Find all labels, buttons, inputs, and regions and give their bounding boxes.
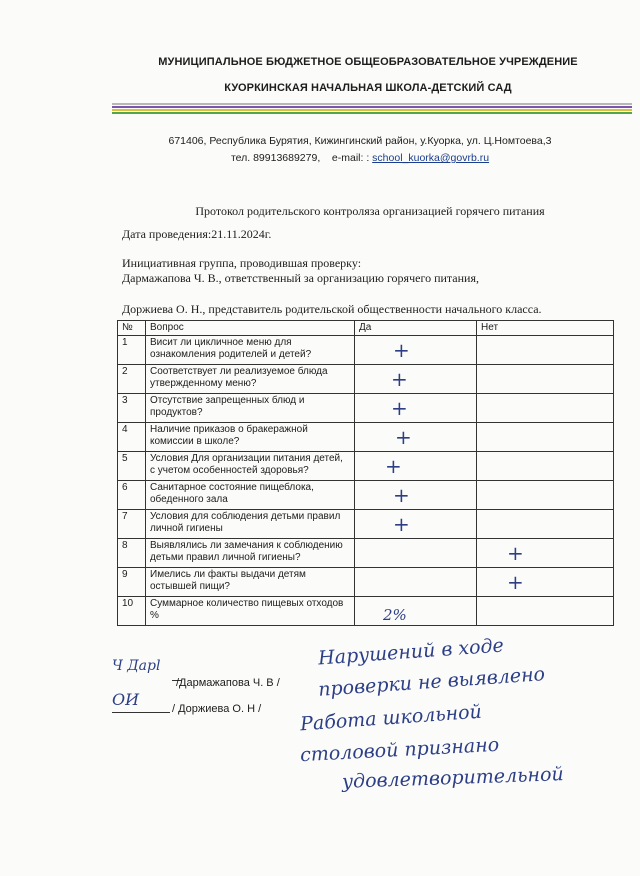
- row-yes-cell: [355, 336, 477, 365]
- stripe-purple: [112, 106, 632, 108]
- table-row: [118, 481, 614, 510]
- contacts-line: [0, 152, 640, 164]
- table-row: [118, 568, 614, 597]
- row-yes-cell: [355, 597, 477, 626]
- group-heading: Инициативная группа, проводившая проверку:: [122, 256, 362, 270]
- checklist-table: [117, 320, 614, 626]
- row-number: 1: [118, 336, 146, 365]
- row-number: 2: [118, 365, 146, 394]
- row-number: 5: [118, 452, 146, 481]
- signature-1-handwritten: Ч Дарl: [112, 658, 161, 674]
- email-label: e-mail: :: [331, 152, 370, 164]
- yes-mark: +: [393, 338, 410, 362]
- row-question: Наличие приказов о бракеражной комиссии в школе?: [146, 423, 355, 452]
- header-no-answer: Нет: [477, 321, 614, 336]
- table-row: [118, 510, 614, 539]
- table-row: [118, 423, 614, 452]
- table-row: [118, 336, 614, 365]
- email-link[interactable]: school_kuorka@govrb.ru: [372, 152, 490, 164]
- signature-2-name: / Доржиева О. Н /: [172, 703, 262, 715]
- note-line-4: столовой признано: [299, 733, 500, 767]
- signature-2-handwritten: ОИ: [112, 690, 140, 709]
- row-no-cell: [477, 539, 614, 568]
- address: 671406, Республика Бурятия, Кижингинский район, у.Куорка, ул. Ц.Номтоева,3: [168, 135, 552, 147]
- no-mark: +: [507, 570, 524, 594]
- row-no-cell: [477, 510, 614, 539]
- row-yes-cell: [355, 510, 477, 539]
- row-question: Отсутствие запрещенных блюд и продуктов?: [146, 394, 355, 423]
- yes-mark: +: [385, 454, 402, 478]
- table-header-row: [118, 321, 614, 336]
- yes-mark: 2%: [383, 606, 407, 624]
- row-question: Условия Для организации питания детей, с учетом особенностей здоровья?: [146, 452, 355, 481]
- row-yes-cell: [355, 568, 477, 597]
- row-yes-cell: [355, 423, 477, 452]
- row-yes-cell: [355, 452, 477, 481]
- protocol-title: Протокол родительского контроляза организацией горячего питания: [195, 204, 545, 218]
- org-name-line2: КУОРКИНСКАЯ НАЧАЛЬНАЯ ШКОЛА-ДЕТСКИЙ САД: [224, 82, 512, 94]
- row-no-cell: [477, 423, 614, 452]
- stripe-yellow: [112, 109, 632, 111]
- header-question: Вопрос: [146, 321, 355, 336]
- table-row: [118, 597, 614, 626]
- row-number: 3: [118, 394, 146, 423]
- stripe-green: [112, 112, 632, 114]
- header-no: №: [118, 321, 146, 336]
- row-question: Имелись ли факты выдачи детям остывшей пищи?: [146, 568, 355, 597]
- row-number: 4: [118, 423, 146, 452]
- yes-mark: +: [395, 425, 412, 449]
- row-no-cell: [477, 481, 614, 510]
- note-line-5: удовлетворительной: [341, 763, 565, 793]
- row-no-cell: [477, 597, 614, 626]
- table-row: [118, 394, 614, 423]
- signature-1-name: /Дармажапова Ч. В /: [176, 677, 280, 689]
- row-no-cell: [477, 568, 614, 597]
- note-line-3: Работа школьной: [299, 700, 483, 736]
- yes-mark: +: [393, 483, 410, 507]
- row-no-cell: [477, 336, 614, 365]
- signature-2-line: [112, 712, 170, 713]
- table-row: [118, 539, 614, 568]
- header-yes: Да: [355, 321, 477, 336]
- note-line-1: Нарушений в ходе: [317, 634, 505, 670]
- note-line-2: проверки не выявлено: [317, 663, 546, 701]
- row-yes-cell: [355, 481, 477, 510]
- row-question: Соответствует ли реализуемое блюда утвержденному меню?: [146, 365, 355, 394]
- yes-mark: +: [391, 367, 408, 391]
- yes-mark: +: [393, 512, 410, 536]
- row-number: 8: [118, 539, 146, 568]
- no-mark: +: [507, 541, 524, 565]
- yes-mark: +: [391, 396, 408, 420]
- group-member-2: Доржиева О. Н., представитель родительской общественности начального класса.: [122, 302, 542, 316]
- row-yes-cell: [355, 539, 477, 568]
- row-question: Суммарное количество пищевых отходов %: [146, 597, 355, 626]
- row-number: 10: [118, 597, 146, 626]
- row-question: Условия для соблюдения детьми правил личной гигиены: [146, 510, 355, 539]
- row-question: Выявлялись ли замечания к соблюдению детьми правил личной гигиены?: [146, 539, 355, 568]
- row-question: Санитарное состояние пищеблока, обеденного зала: [146, 481, 355, 510]
- group-member-1: Дармажапова Ч. В., ответственный за организацию горячего питания,: [122, 271, 479, 285]
- inspection-date: Дата проведения:21.11.2024г.: [122, 227, 272, 241]
- phone: тел. 89913689279,: [230, 152, 321, 164]
- table-row: [118, 365, 614, 394]
- org-name-line1: МУНИЦИПАЛЬНОЕ БЮДЖЕТНОЕ ОБЩЕОБРАЗОВАТЕЛЬНОЕ УЧРЕЖДЕНИЕ: [158, 56, 578, 68]
- row-no-cell: [477, 394, 614, 423]
- table-row: [118, 452, 614, 481]
- row-question: Висит ли цикличное меню для ознакомления родителей и детей?: [146, 336, 355, 365]
- header-divider-stripes: [112, 103, 632, 115]
- row-yes-cell: [355, 365, 477, 394]
- stripe-gray: [112, 103, 632, 105]
- row-no-cell: [477, 365, 614, 394]
- row-number: 9: [118, 568, 146, 597]
- row-number: 7: [118, 510, 146, 539]
- row-number: 6: [118, 481, 146, 510]
- row-yes-cell: [355, 394, 477, 423]
- row-no-cell: [477, 452, 614, 481]
